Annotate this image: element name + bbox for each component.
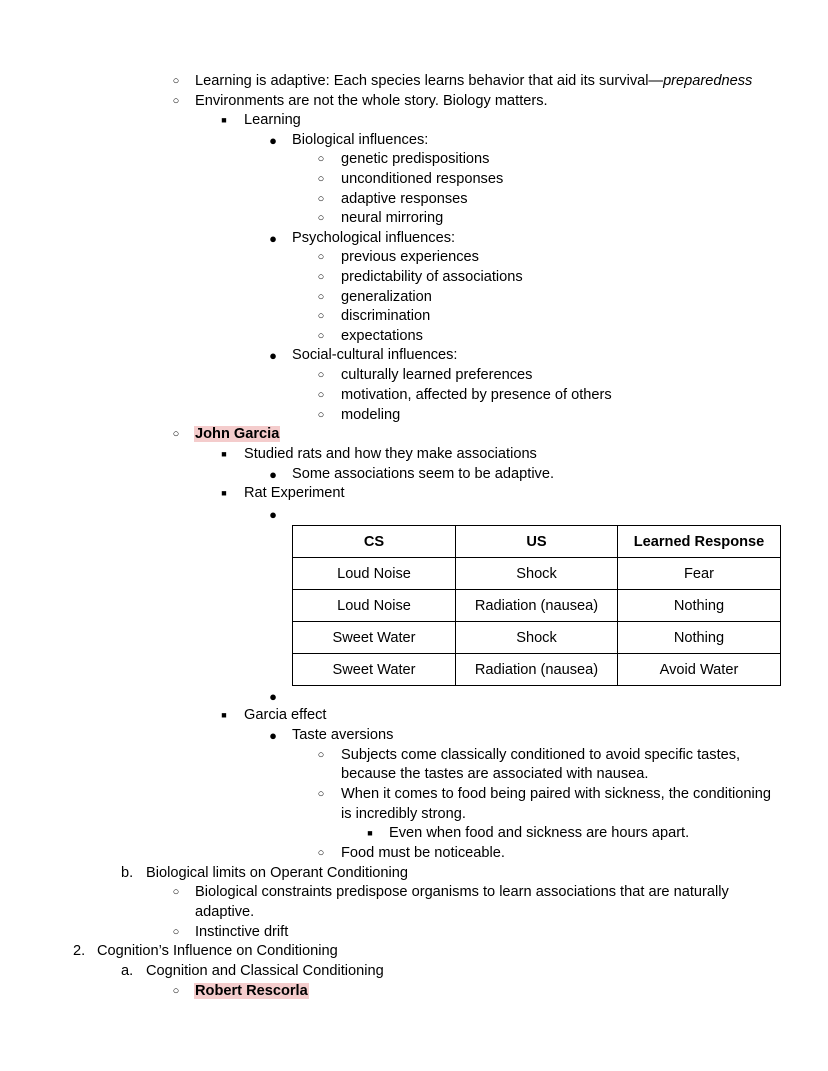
- circle-bullet-icon: ○: [317, 193, 325, 205]
- table-cell: Avoid Water: [618, 654, 781, 686]
- dot-bullet-icon: ●: [269, 348, 277, 363]
- circle-bullet-icon: ○: [317, 847, 325, 859]
- circle-bullet-icon: ○: [317, 749, 325, 761]
- table-cell: Shock: [456, 622, 618, 654]
- circle-bullet-icon: ○: [317, 369, 325, 381]
- list-item: neural mirroring: [341, 210, 444, 226]
- dot-bullet-icon: ●: [269, 231, 277, 246]
- table-header-row: [293, 526, 781, 558]
- circle-bullet-icon: ○: [172, 926, 180, 938]
- dot-bullet-icon: ●: [269, 728, 277, 743]
- list-item-continuation: is incredibly strong.: [341, 806, 466, 822]
- table-cell: Nothing: [618, 622, 781, 654]
- list-item: Cognition’s Influence on Conditioning: [97, 943, 338, 959]
- list-item: Biological influences:: [292, 132, 429, 148]
- list-item: Biological limits on Operant Conditioning: [146, 865, 409, 881]
- list-item: generalization: [341, 289, 432, 305]
- list-item: Learning is adaptive: Each species learns behavior that aid its survival—preparedness: [195, 73, 753, 89]
- list-item: motivation, affected by presence of others: [341, 387, 612, 403]
- list-item: Some associations seem to be adaptive.: [292, 466, 555, 482]
- circle-bullet-icon: ○: [317, 153, 325, 165]
- square-bullet-icon: ■: [221, 488, 227, 498]
- list-item: Learning: [244, 112, 301, 128]
- list-item: [194, 425, 280, 444]
- table-header-cell: Learned Response: [618, 526, 781, 558]
- table-cell: Radiation (nausea): [456, 654, 618, 686]
- list-item: Biological constraints predispose organisms to learn associations that are naturally: [195, 884, 729, 900]
- circle-bullet-icon: ○: [172, 886, 180, 898]
- list-item: culturally learned preferences: [341, 367, 533, 383]
- circle-bullet-icon: ○: [172, 985, 180, 997]
- circle-bullet-icon: ○: [172, 95, 180, 107]
- list-item: Subjects come classically conditioned to avoid specific tastes,: [341, 747, 741, 763]
- list-item: genetic predispositions: [341, 151, 490, 167]
- list-item: Garcia effect: [244, 707, 327, 723]
- circle-bullet-icon: ○: [317, 330, 325, 342]
- list-item: adaptive responses: [341, 191, 468, 207]
- list-item: unconditioned responses: [341, 171, 504, 187]
- dot-bullet-icon: ●: [269, 507, 277, 522]
- list-item: Rat Experiment: [244, 485, 345, 501]
- highlighted-name: John Garcia: [195, 426, 280, 442]
- list-item: predictability of associations: [341, 269, 523, 285]
- table-cell: Fear: [618, 558, 781, 590]
- list-item: Psychological influences:: [292, 230, 456, 246]
- table-cell: Loud Noise: [293, 558, 456, 590]
- highlighted-name: Robert Rescorla: [195, 983, 308, 999]
- circle-bullet-icon: ○: [317, 271, 325, 283]
- list-number: b.: [121, 865, 134, 881]
- table-cell: Shock: [456, 558, 618, 590]
- list-number: 2.: [73, 943, 86, 959]
- list-item: Studied rats and how they make associations: [244, 446, 537, 462]
- list-item: discrimination: [341, 308, 431, 324]
- circle-bullet-icon: ○: [317, 291, 325, 303]
- table-row: [293, 590, 781, 622]
- list-number: a.: [121, 963, 134, 979]
- italic-term: preparedness: [663, 73, 753, 89]
- table-cell: Radiation (nausea): [456, 590, 618, 622]
- table-cell: Loud Noise: [293, 590, 456, 622]
- list-item: Social-cultural influences:: [292, 347, 458, 363]
- list-item: expectations: [341, 328, 423, 344]
- list-item: Taste aversions: [292, 727, 394, 743]
- list-item: modeling: [341, 407, 401, 423]
- table-header-cell: US: [456, 526, 618, 558]
- circle-bullet-icon: ○: [317, 310, 325, 322]
- circle-bullet-icon: ○: [317, 212, 325, 224]
- list-item: Food must be noticeable.: [341, 845, 505, 861]
- square-bullet-icon: ■: [221, 115, 227, 125]
- list-item: Environments are not the whole story. Biology matters.: [195, 93, 548, 109]
- list-item: Even when food and sickness are hours apart.: [389, 825, 690, 841]
- table-row: [293, 558, 781, 590]
- list-item-continuation: adaptive.: [195, 904, 255, 920]
- list-item: [194, 982, 309, 1001]
- circle-bullet-icon: ○: [317, 173, 325, 185]
- rat-experiment-table: [292, 525, 781, 686]
- table-row: [293, 622, 781, 654]
- table-row: [293, 654, 781, 686]
- list-item: previous experiences: [341, 249, 479, 265]
- table-header-cell: CS: [293, 526, 456, 558]
- list-item-continuation: because the tastes are associated with nausea.: [341, 766, 649, 782]
- square-bullet-icon: ■: [221, 449, 227, 459]
- list-item: Cognition and Classical Conditioning: [146, 963, 384, 979]
- circle-bullet-icon: ○: [172, 428, 180, 440]
- square-bullet-icon: ■: [367, 828, 373, 838]
- dot-bullet-icon: ●: [269, 133, 277, 148]
- circle-bullet-icon: ○: [172, 75, 180, 87]
- list-item: Instinctive drift: [195, 924, 289, 940]
- circle-bullet-icon: ○: [317, 788, 325, 800]
- dot-bullet-icon: ●: [269, 467, 277, 482]
- table-cell: Sweet Water: [293, 622, 456, 654]
- list-item: When it comes to food being paired with sickness, the conditioning: [341, 786, 771, 802]
- dot-bullet-icon: ●: [269, 689, 277, 704]
- circle-bullet-icon: ○: [317, 409, 325, 421]
- circle-bullet-icon: ○: [317, 389, 325, 401]
- table-cell: Nothing: [618, 590, 781, 622]
- table-cell: Sweet Water: [293, 654, 456, 686]
- circle-bullet-icon: ○: [317, 251, 325, 263]
- square-bullet-icon: ■: [221, 710, 227, 720]
